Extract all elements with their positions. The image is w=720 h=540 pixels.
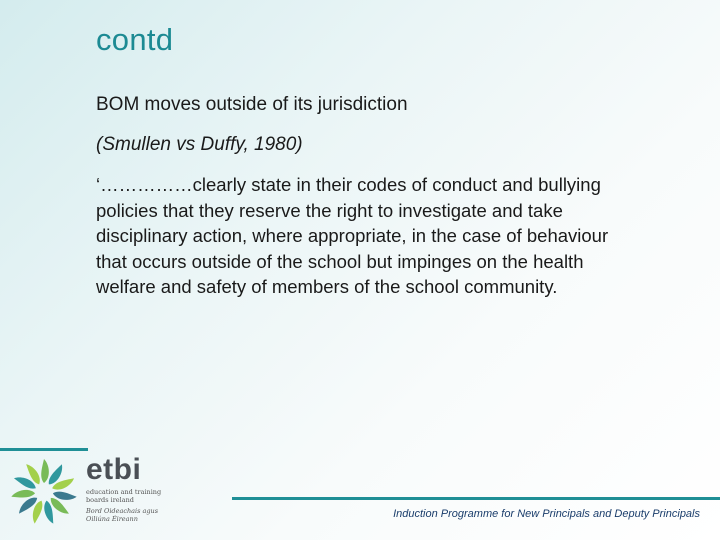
logo-tagline-3: Bord Oideachais agus: [86, 507, 159, 515]
footer-divider-left: [0, 448, 88, 451]
logo-wordmark: etbi: [86, 453, 142, 486]
etbi-swirl-logo-icon: [8, 456, 80, 528]
logo-tagline-1: education and training: [86, 488, 162, 496]
footer-divider-right: [232, 497, 720, 500]
footer-programme-text: Induction Programme for New Principals and Deputy Principals: [393, 508, 700, 520]
case-citation: (Smullen vs Duffy, 1980): [96, 134, 303, 155]
slide-subtitle: BOM moves outside of its jurisdiction: [96, 94, 408, 115]
logo-tagline-2: boards ireland: [86, 496, 134, 504]
logo-petal: [41, 459, 49, 483]
logo-petal: [11, 488, 36, 499]
quote-paragraph: ‘……………clearly state in their codes of conduct and bullying policies that they reserve the right to investigate and take disciplinary action, where appropriate, in the case of behaviour that occurs outside of the school but impinges on the health welfare and safety of members of the school community.: [96, 174, 609, 298]
slide-content: [96, 92, 616, 300]
etbi-logo: [86, 454, 206, 523]
slide-title: contd: [96, 22, 174, 57]
logo-tagline-4: Oiliúna Éireann: [86, 515, 138, 523]
